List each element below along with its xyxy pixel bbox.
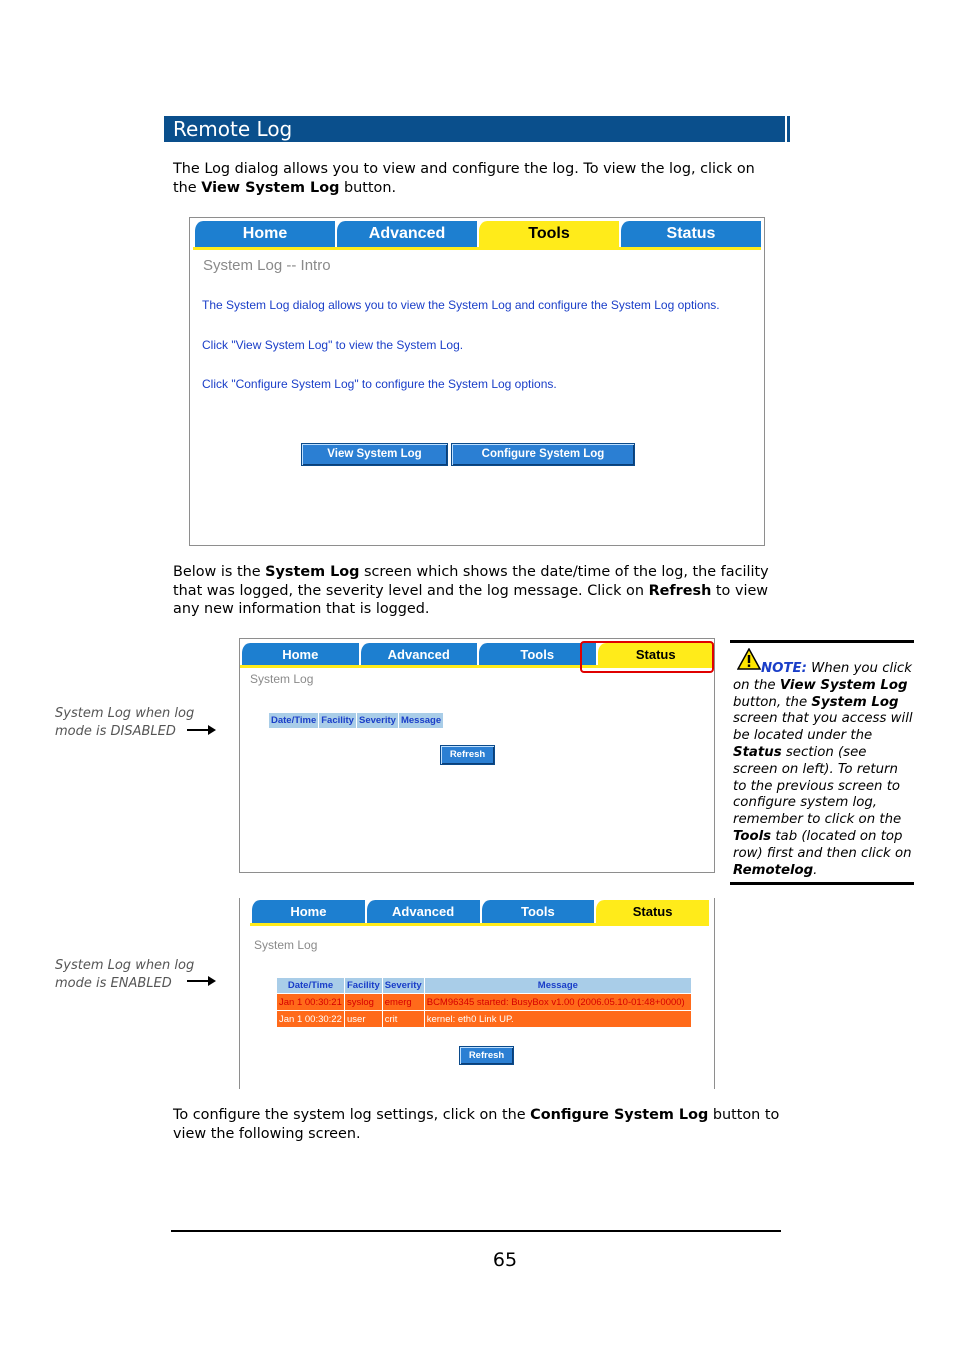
tab-tools[interactable]: Tools: [480, 900, 595, 923]
note-text: [733, 661, 915, 879]
col-severity: Severity: [356, 713, 398, 729]
below-bold-refresh: Refresh: [648, 582, 712, 599]
panel-title: System Log -- Intro: [203, 257, 331, 274]
intro-text-3: Click "Configure System Log" to configure the System Log options.: [202, 377, 557, 391]
section-title-bar: [164, 116, 790, 142]
note-t4: section (see screen on left). To return to the previous screen to configure system log, remember to click on the: [733, 744, 902, 828]
caption-enabled: [55, 957, 194, 993]
log-header-row: [269, 713, 444, 729]
cell-date-time: Jan 1 00:30:22: [277, 1011, 345, 1028]
note-b1: View System Log: [779, 677, 908, 693]
view-system-log-button[interactable]: View System Log: [301, 443, 448, 466]
note-box: [730, 640, 914, 885]
intro-bold: View System Log: [201, 179, 340, 196]
cell-message: kernel: eth0 Link UP.: [424, 1011, 691, 1028]
refresh-button[interactable]: Refresh: [440, 745, 495, 765]
below-text-4: to view: [711, 582, 769, 599]
title-bar-divider: [785, 116, 787, 142]
caption-enabled-line-2: mode is ENABLED: [55, 976, 172, 991]
note-t2: button, the: [733, 694, 812, 710]
arrow-right-icon: [187, 980, 214, 982]
refresh-button[interactable]: Refresh: [459, 1046, 514, 1065]
table-row: [277, 1011, 692, 1028]
panel-title: System Log: [250, 672, 314, 686]
cell-severity: emerg: [382, 994, 424, 1011]
configure-system-log-button[interactable]: Configure System Log: [451, 443, 635, 466]
intro-paragraph: [173, 160, 755, 197]
intro-line-1: The Log dialog allows you to view and configure the log. To view the log, click on: [173, 161, 755, 177]
below-text-3: that was logged, the severity level and the log message. Click on: [173, 582, 649, 599]
note-t3: screen that you access will be located under the: [733, 711, 913, 744]
tab-tools[interactable]: Tools: [477, 221, 619, 247]
cell-facility: user: [345, 1011, 383, 1028]
below-text-2: screen which shows the date/time of the log, the facility: [359, 564, 769, 580]
note-b5: Remotelog: [733, 862, 814, 878]
outro-bold: Configure System Log: [530, 1107, 709, 1123]
cell-date-time: Jan 1 00:30:21: [277, 994, 345, 1011]
log-header-row: [277, 978, 692, 994]
below-line-3: any new information that is logged.: [173, 601, 430, 617]
intro-text-2: Click "View System Log" to view the System Log.: [202, 338, 464, 352]
tab-status[interactable]: Status: [594, 900, 709, 923]
col-date-time: Date/Time: [277, 978, 345, 994]
note-b4: Tools: [733, 828, 772, 844]
tab-underline: [250, 923, 709, 926]
page-number: 65: [492, 1249, 518, 1271]
screenshot-system-log-intro: [189, 217, 765, 546]
arrow-right-icon: [187, 729, 214, 731]
outro-line-1: [173, 1106, 793, 1125]
cell-message: BCM96345 started: BusyBox v1.00 (2006.05.10-01:48+0000): [424, 994, 691, 1011]
col-message: Message: [424, 978, 691, 994]
intro-text-end: button.: [339, 179, 397, 196]
col-severity: Severity: [382, 978, 424, 994]
section-title: Remote Log: [173, 117, 293, 141]
tab-home[interactable]: Home: [240, 643, 359, 665]
screenshot-system-log-disabled: [239, 638, 715, 873]
tab-status[interactable]: Status: [596, 643, 715, 665]
below-text: Below is the: [173, 564, 266, 580]
outro-paragraph: [173, 1106, 793, 1143]
tab-status[interactable]: Status: [619, 221, 761, 247]
tab-tools[interactable]: Tools: [477, 643, 596, 665]
screenshot-system-log-enabled: [239, 898, 715, 1089]
tab-advanced[interactable]: Advanced: [365, 900, 480, 923]
note-t6: .: [813, 862, 818, 878]
caption-enabled-line-1: System Log when log: [55, 958, 195, 973]
panel-title: System Log: [254, 938, 318, 952]
tab-advanced[interactable]: Advanced: [359, 643, 478, 665]
footer-rule: [171, 1230, 781, 1232]
table-row: [277, 994, 692, 1011]
below-line-2: [173, 582, 793, 601]
caption-disabled: [55, 705, 194, 741]
tab-bar: [193, 221, 761, 247]
outro-text: To configure the system log settings, click on the: [173, 1107, 531, 1123]
below-line-1: [173, 563, 793, 582]
cell-severity: crit: [382, 1011, 424, 1028]
note-b3: Status: [733, 744, 782, 760]
log-table: [268, 712, 444, 729]
intro-text-1: The System Log dialog allows you to view the System Log and configure the System Log options.: [202, 298, 720, 312]
col-facility: Facility: [319, 713, 357, 729]
tab-underline: [193, 247, 761, 250]
caption-disabled-line-2: mode is DISABLED: [55, 724, 176, 739]
caption-disabled-line-1: System Log when log: [55, 706, 195, 721]
note-t1: When you click on the: [733, 661, 912, 693]
col-message: Message: [398, 713, 443, 729]
intro-text: the: [173, 179, 202, 196]
outro-text-2: button to: [708, 1107, 780, 1123]
tab-home[interactable]: Home: [193, 221, 335, 247]
tab-advanced[interactable]: Advanced: [335, 221, 477, 247]
below-bold-system-log: System Log: [265, 564, 360, 580]
below-paragraph: [173, 563, 793, 619]
cell-facility: syslog: [345, 994, 383, 1011]
col-facility: Facility: [345, 978, 383, 994]
log-table: [276, 977, 692, 1028]
note-t5: tab (located on top row) first and then click on: [733, 828, 912, 861]
col-date-time: Date/Time: [269, 713, 319, 729]
intro-line-2: [173, 179, 755, 198]
status-tab-highlight: [580, 641, 714, 673]
note-label: NOTE:: [761, 661, 807, 676]
outro-line-2: view the following screen.: [173, 1125, 361, 1142]
tab-home[interactable]: Home: [250, 900, 365, 923]
tab-bar: [250, 900, 709, 923]
note-b2: System Log: [811, 694, 899, 710]
